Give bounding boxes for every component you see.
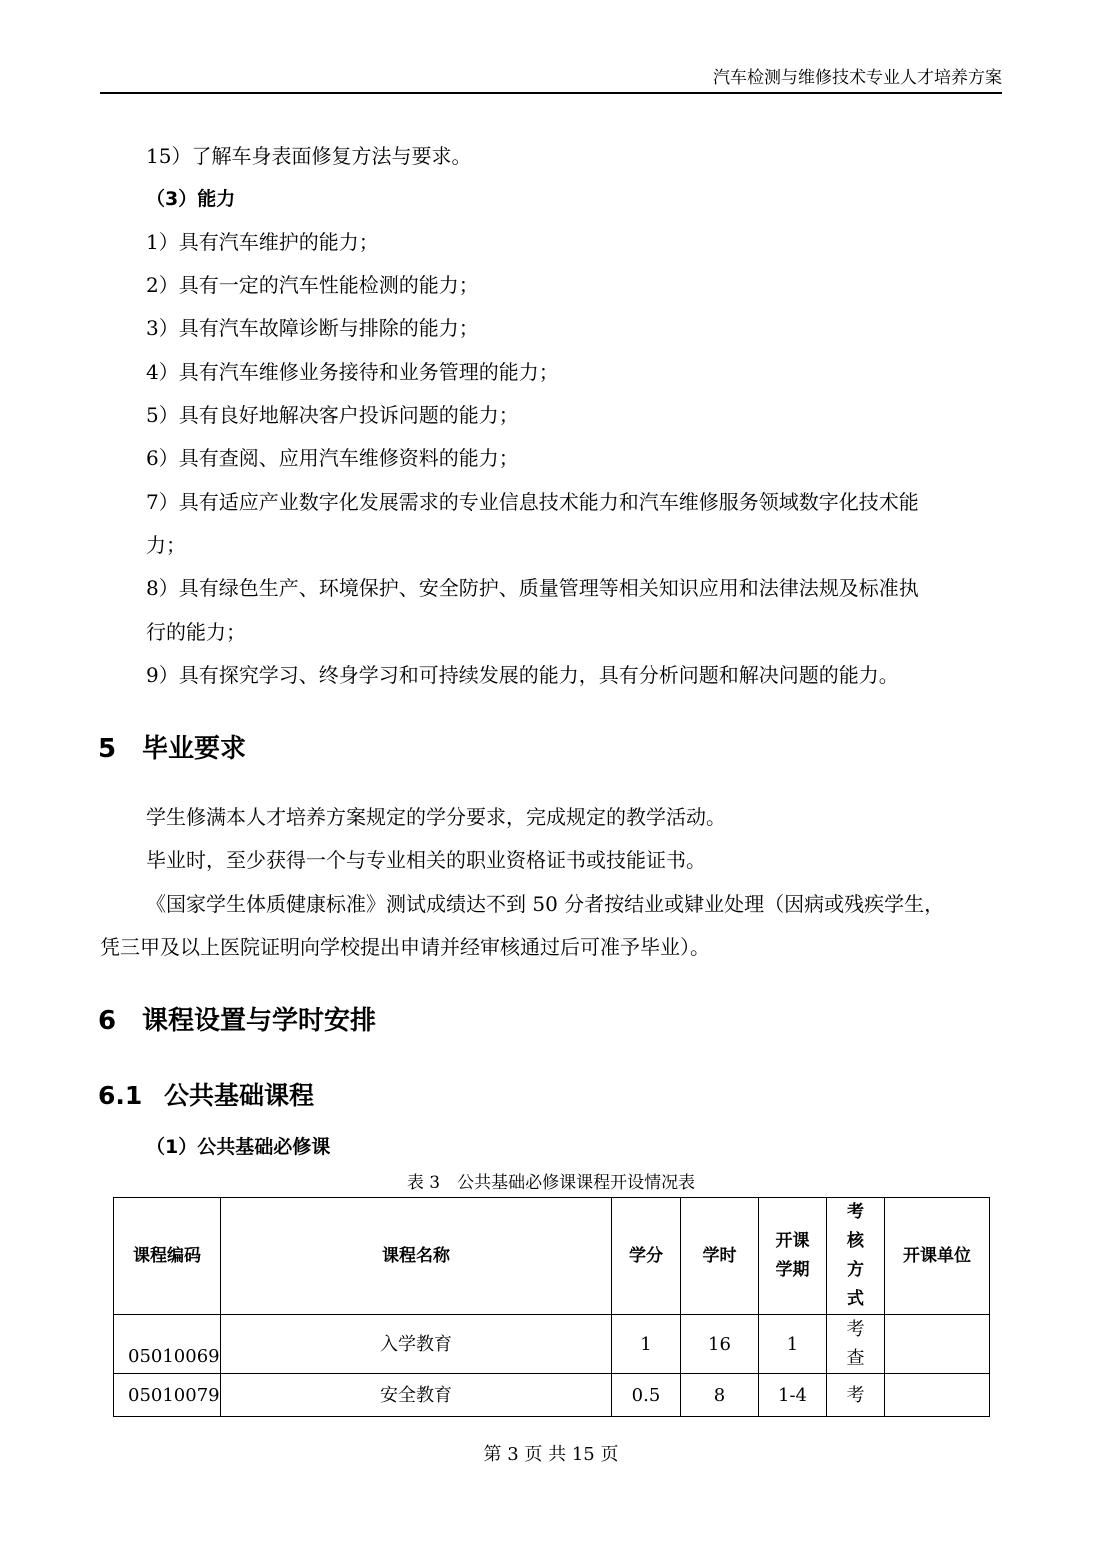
header-unit: 开课单位 <box>885 1198 990 1315</box>
ability-item-continued: 力； <box>146 533 186 557</box>
cell-term: 1-4 <box>759 1374 827 1417</box>
ability-heading: （3）能力 <box>146 188 236 210</box>
cell-assessment: 考 <box>827 1374 885 1417</box>
ability-item: 7）具有适应产业数字化发展需求的专业信息技术能力和汽车维修服务领域数字化技术能 <box>146 490 919 514</box>
table-row <box>114 1315 990 1374</box>
section-title: 毕业要求 <box>142 734 247 764</box>
cell-hours: 16 <box>681 1315 759 1374</box>
cell-name: 安全教育 <box>221 1374 612 1417</box>
ability-item: 9）具有探究学习、终身学习和可持续发展的能力，具有分析问题和解决问题的能力。 <box>146 663 899 687</box>
ability-item: 8）具有绿色生产、环境保护、安全防护、质量管理等相关知识应用和法律法规及标准执 <box>146 576 919 600</box>
cell-assessment: 考查 <box>827 1315 885 1374</box>
ability-item: 6）具有查阅、应用汽车维修资料的能力； <box>146 446 519 470</box>
cell-hours: 8 <box>681 1374 759 1417</box>
public-courses-heading <box>98 1080 314 1112</box>
curriculum-heading <box>98 1004 376 1038</box>
cell-code: 05010079 <box>114 1374 221 1417</box>
cell-code: 05010069 <box>114 1315 221 1374</box>
subsection-title: 公共基础课程 <box>164 1081 315 1110</box>
header-assessment: 考核方式 <box>827 1198 885 1315</box>
header-course-code: 课程编码 <box>114 1198 221 1315</box>
header-term: 开课学期 <box>759 1198 827 1315</box>
graduation-paragraph: 毕业时，至少获得一个与专业相关的职业资格证书或技能证书。 <box>146 848 706 872</box>
graduation-paragraph: 学生修满本人才培养方案规定的学分要求，完成规定的教学活动。 <box>146 805 726 829</box>
header-course-name: 课程名称 <box>221 1198 612 1315</box>
graduation-paragraph: 《国家学生体质健康标准》测试成绩达不到 50 分者按结业或肄业处理（因病或残疾学生， <box>146 892 945 916</box>
graduation-paragraph-continued: 凭三甲及以上医院证明向学校提出申请并经审核通过后可准予毕业）。 <box>100 935 710 959</box>
ability-item-continued: 行的能力； <box>146 620 246 644</box>
cell-term: 1 <box>759 1315 827 1374</box>
page-header <box>100 66 1002 94</box>
course-table <box>113 1197 990 1417</box>
section-number: 6 <box>98 1006 117 1036</box>
cell-credit: 0.5 <box>612 1374 681 1417</box>
page-footer: 第 3 页 共 15 页 <box>483 1444 619 1465</box>
ability-item: 1）具有汽车维护的能力； <box>146 230 379 254</box>
header-title: 汽车检测与维修技术专业人才培养方案 <box>713 68 1002 88</box>
ability-item: 4）具有汽车维修业务接待和业务管理的能力； <box>146 360 559 384</box>
section-title: 课程设置与学时安排 <box>142 1006 377 1036</box>
ability-item: 5）具有良好地解决客户投诉问题的能力； <box>146 403 519 427</box>
cell-unit <box>885 1374 990 1417</box>
table-row <box>114 1374 990 1417</box>
subsection-number: 6.1 <box>98 1081 143 1110</box>
required-courses-heading: （1）公共基础必修课 <box>146 1136 331 1158</box>
table-caption: 表 3 公共基础必修课课程开设情况表 <box>406 1173 696 1193</box>
section-number: 5 <box>98 734 117 764</box>
table-header-row <box>114 1198 990 1315</box>
cell-name: 入学教育 <box>221 1315 612 1374</box>
cell-credit: 1 <box>612 1315 681 1374</box>
header-credit: 学分 <box>612 1198 681 1315</box>
ability-item: 2）具有一定的汽车性能检测的能力； <box>146 273 479 297</box>
ability-item: 3）具有汽车故障诊断与排除的能力； <box>146 316 479 340</box>
knowledge-item-15: 15）了解车身表面修复方法与要求。 <box>146 144 472 168</box>
header-hours: 学时 <box>681 1198 759 1315</box>
graduation-heading <box>98 732 246 766</box>
cell-unit <box>885 1315 990 1374</box>
